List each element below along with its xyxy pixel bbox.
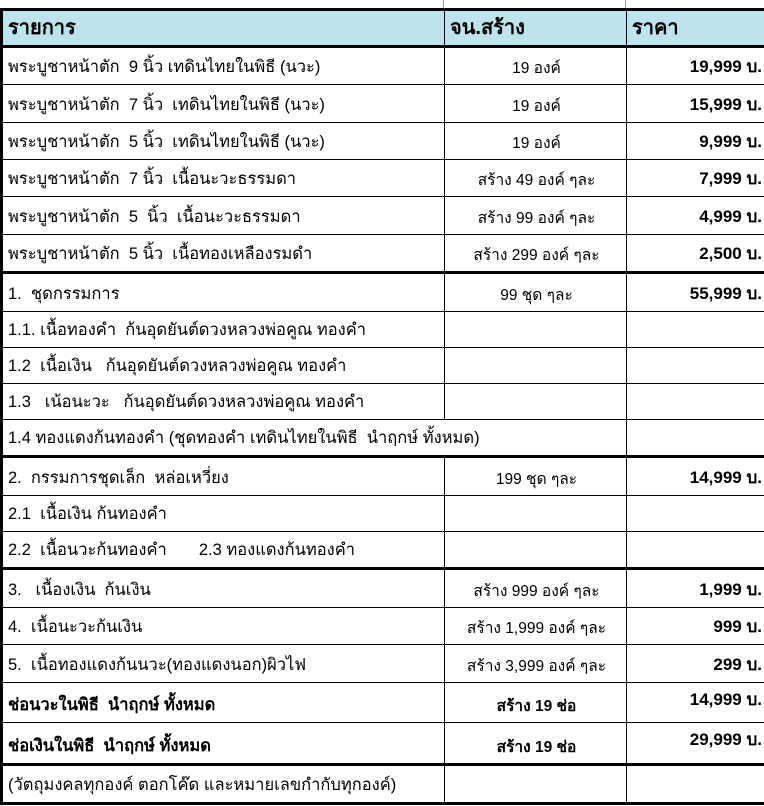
quantity-cell: สร้าง 1,999 องค์ ๆละ <box>445 607 627 644</box>
quantity-cell: สร้าง 99 องค์ ๆละ <box>445 197 627 234</box>
quantity-cell: 19 องค์ <box>445 122 627 159</box>
top-margin-strip <box>0 0 764 8</box>
price-cell: 2,500 บ. <box>627 234 764 272</box>
table-row <box>2 234 764 272</box>
table-row <box>2 47 764 85</box>
quantity-cell: สร้าง 19 ช่อ <box>445 682 627 723</box>
table-row <box>2 532 764 569</box>
col-header-items: รายการ <box>2 10 445 47</box>
price-cell: 4,999 บ. <box>627 197 764 234</box>
quantity-cell <box>445 765 627 804</box>
table-row <box>2 765 764 804</box>
table-row <box>2 495 764 531</box>
item-cell: พระบูชาหน้าตัก 7 นิ้ว เนื้อนะวะธรรมดา <box>2 160 445 197</box>
item-cell: 1.3 เน้อนะวะ ก้นอุดยันต์ดวงหลวงพ่อคูณ ทองคำ <box>2 384 445 420</box>
item-cell: 3. เนื้องเงิน ก้นเงิน <box>2 569 445 607</box>
price-cell: 55,999 บ. <box>627 273 764 311</box>
table-row <box>2 723 764 765</box>
item-cell: 1. ชุดกรรมการ <box>2 273 445 311</box>
table-row <box>2 197 764 234</box>
price-cell: 15,999 บ. <box>627 85 764 122</box>
table-row <box>2 273 764 311</box>
table-row <box>2 122 764 159</box>
table-row <box>2 420 764 457</box>
header-row <box>2 10 764 47</box>
quantity-cell <box>445 347 627 383</box>
table-row <box>2 645 764 682</box>
gridline-stub <box>443 0 444 8</box>
table-row <box>2 347 764 383</box>
table-row <box>2 85 764 122</box>
price-cell: 7,999 บ. <box>627 160 764 197</box>
item-cell: 2. กรรมการชุดเล็ก หล่อเหวี่ยง <box>2 457 445 495</box>
price-cell: 9,999 บ. <box>627 122 764 159</box>
amulet-price-table <box>0 8 764 805</box>
price-cell: 299 บ. <box>627 645 764 682</box>
item-cell: ช่อนวะในพิธี นำฤกษ์ ทั้งหมด <box>2 682 445 723</box>
quantity-cell: สร้าง 299 องค์ ๆละ <box>445 234 627 272</box>
gridline-stub <box>625 0 626 8</box>
price-cell <box>627 311 764 347</box>
item-cell: พระบูชาหน้าตัก 5 นิ้ว เทดินไทยในพิธี (นวะ) <box>2 122 445 159</box>
price-cell: 14,999 บ. <box>627 457 764 495</box>
item-cell: พระบูชาหน้าตัก 5 นิ้ว เนื้อนะวะธรรมดา <box>2 197 445 234</box>
price-cell <box>627 532 764 569</box>
quantity-cell <box>445 532 627 569</box>
quantity-cell: 19 องค์ <box>445 47 627 85</box>
item-cell: พระบูชาหน้าตัก 9 นิ้ว เทดินไทยในพิธี (นวะ) <box>2 47 445 85</box>
table-row <box>2 682 764 723</box>
item-cell: 1.4 ทองแดงก้นทองคำ (ชุดทองคำ เทดินไทยในพิธี นำฤกษ์ ทั้งหมด) <box>2 420 627 457</box>
table-row <box>2 160 764 197</box>
quantity-cell: 99 ชุด ๆละ <box>445 273 627 311</box>
quantity-cell <box>445 311 627 347</box>
quantity-cell: สร้าง 19 ช่อ <box>445 723 627 765</box>
price-cell <box>627 384 764 420</box>
table-row <box>2 569 764 607</box>
table-body <box>2 47 764 804</box>
quantity-cell: สร้าง 3,999 องค์ ๆละ <box>445 645 627 682</box>
item-cell: 5. เนื้อทองแดงก้นนวะ(ทองแดงนอก)ผิวไฟ <box>2 645 445 682</box>
quantity-cell: สร้าง 49 องค์ ๆละ <box>445 160 627 197</box>
quantity-cell: สร้าง 999 องค์ ๆละ <box>445 569 627 607</box>
col-header-price: ราคา <box>627 10 764 47</box>
quantity-cell: 199 ชุด ๆละ <box>445 457 627 495</box>
price-cell: 14,999 บ. <box>627 682 764 723</box>
table-row <box>2 311 764 347</box>
item-cell: (วัตถุมงคลทุกองค์ ตอกโค๊ด และหมายเลขกำกับทุกองค์) <box>2 765 445 804</box>
price-cell: 999 บ. <box>627 607 764 644</box>
price-cell <box>627 420 764 457</box>
price-cell <box>627 347 764 383</box>
col-header-quantity: จน.สร้าง <box>445 10 627 47</box>
item-cell: 1.2 เนื้อเงิน ก้นอุดยันต์ดวงหลวงพ่อคูณ ทองคำ <box>2 347 445 383</box>
price-cell: 19,999 บ. <box>627 47 764 85</box>
item-cell: ช่อเงินในพิธี นำฤกษ์ ทั้งหมด <box>2 723 445 765</box>
table-row <box>2 457 764 495</box>
item-cell: 1.1. เนื้อทองคำ ก้นอุดยันต์ดวงหลวงพ่อคูณ ทองคำ <box>2 311 445 347</box>
quantity-cell: 19 องค์ <box>445 85 627 122</box>
price-cell <box>627 495 764 531</box>
quantity-cell <box>445 495 627 531</box>
table-row <box>2 607 764 644</box>
item-cell: 2.2 เนื้อนวะก้นทองคำ 2.3 ทองแดงก้นทองคำ <box>2 532 445 569</box>
price-cell: 1,999 บ. <box>627 569 764 607</box>
quantity-cell <box>445 384 627 420</box>
table-row <box>2 384 764 420</box>
table-header <box>2 10 764 47</box>
item-cell: พระบูชาหน้าตัก 5 นิ้ว เนื้อทองเหลืองรมดำ <box>2 234 445 272</box>
item-cell: 2.1 เนื้อเงิน ก้นทองคำ <box>2 495 445 531</box>
price-cell: 29,999 บ. <box>627 723 764 765</box>
item-cell: 4. เนื้อนะวะก้นเงิน <box>2 607 445 644</box>
price-cell <box>627 765 764 804</box>
item-cell: พระบูชาหน้าตัก 7 นิ้ว เทดินไทยในพิธี (นวะ) <box>2 85 445 122</box>
